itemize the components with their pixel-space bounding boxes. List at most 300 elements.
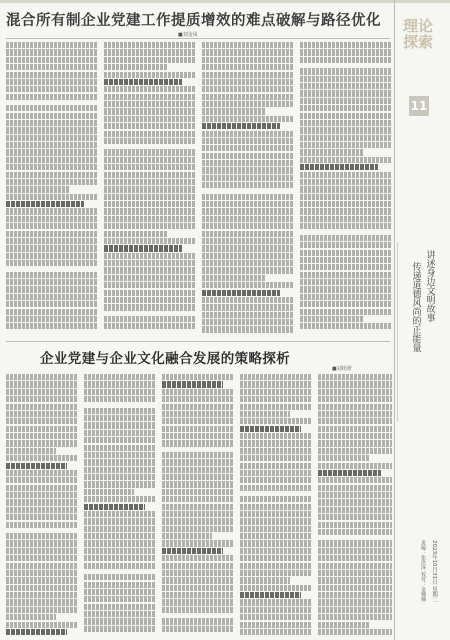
text-line (300, 98, 392, 104)
article1-column-3 (202, 42, 294, 338)
text-line (300, 149, 364, 155)
text-line (300, 76, 392, 82)
text-line (202, 160, 294, 166)
text-line (6, 570, 78, 576)
text-line (202, 304, 294, 310)
text-line (162, 504, 234, 510)
text-line (84, 415, 156, 421)
text-line (202, 275, 266, 281)
text-line (104, 201, 196, 207)
text-line (240, 463, 312, 469)
text-line (104, 238, 196, 244)
text-line (162, 411, 234, 417)
text-line (162, 433, 234, 439)
text-line (104, 253, 196, 259)
text-line (6, 79, 98, 85)
text-line (300, 113, 392, 119)
text-line (162, 599, 234, 605)
text-line (6, 529, 78, 532)
text-line (162, 626, 234, 632)
text-line (6, 286, 98, 292)
text-line (318, 585, 392, 591)
text-line (84, 374, 156, 380)
text-line (240, 411, 290, 417)
text-line (318, 477, 392, 483)
text-line (300, 142, 392, 148)
text-line (240, 404, 312, 410)
text-line (6, 179, 98, 185)
text-line (300, 186, 392, 192)
text-line (300, 242, 392, 248)
text-line (162, 618, 234, 624)
text-line (84, 404, 156, 407)
text-line (6, 323, 98, 329)
text-line (6, 94, 98, 100)
text-line (162, 418, 234, 424)
text-line (318, 548, 392, 554)
text-line (202, 123, 280, 129)
text-line (202, 101, 294, 107)
text-line (300, 208, 392, 214)
text-line (202, 49, 294, 55)
text-line (6, 396, 78, 402)
article2-column-1 (6, 374, 78, 636)
text-line (318, 433, 392, 439)
text-line (6, 577, 78, 583)
text-line (240, 374, 312, 380)
text-line (202, 182, 294, 188)
text-line (300, 264, 392, 270)
text-line (162, 614, 234, 617)
text-line (6, 592, 78, 598)
article1-top-rule (6, 38, 390, 39)
text-line (240, 511, 312, 517)
text-line (104, 131, 196, 137)
text-line (84, 430, 156, 436)
text-line (300, 105, 392, 111)
section-label: 理论探索 (402, 17, 433, 51)
text-line (300, 272, 392, 278)
text-line (104, 282, 196, 288)
text-line (84, 511, 156, 517)
text-line (84, 381, 156, 387)
text-line (6, 194, 98, 200)
text-line (300, 68, 392, 74)
text-line (104, 164, 196, 170)
article2-title: 企业党建与企业文化融合发展的策略探析 (40, 351, 291, 367)
article1-column-4 (300, 42, 392, 338)
text-line (202, 201, 294, 207)
text-line (240, 533, 312, 539)
text-line (84, 474, 156, 480)
text-line (6, 555, 78, 561)
text-line (84, 589, 156, 595)
text-line (6, 208, 98, 214)
text-line (6, 301, 98, 307)
text-line (84, 626, 156, 632)
text-line (300, 223, 392, 229)
text-line (6, 448, 56, 454)
text-line (318, 485, 392, 491)
text-line (202, 64, 294, 70)
text-line (6, 238, 98, 244)
text-line (6, 499, 78, 505)
text-line (162, 555, 234, 561)
text-line (162, 448, 234, 451)
text-line (202, 94, 294, 100)
text-line (300, 316, 364, 322)
text-line (318, 455, 370, 461)
text-line (6, 614, 56, 620)
text-line (162, 607, 234, 613)
text-line (162, 496, 234, 502)
text-line (84, 596, 156, 602)
text-line (300, 250, 392, 256)
text-line (84, 526, 156, 532)
text-line (6, 142, 98, 148)
article2-column-5 (318, 374, 392, 636)
text-line (202, 42, 294, 48)
text-line (104, 312, 196, 315)
text-line (318, 499, 392, 505)
text-line (202, 175, 294, 181)
text-line (6, 172, 98, 178)
text-line (318, 404, 392, 410)
text-line (6, 260, 98, 266)
text-line (104, 116, 196, 122)
text-line (162, 563, 234, 569)
text-line (162, 570, 234, 576)
text-line (104, 186, 196, 192)
text-line (318, 555, 392, 561)
text-line (318, 389, 392, 395)
text-line (104, 275, 196, 281)
text-line (6, 492, 78, 498)
text-line (240, 485, 312, 491)
text-line (300, 83, 392, 89)
text-line (318, 463, 392, 469)
text-line (162, 426, 234, 432)
text-line (84, 574, 156, 580)
text-line (162, 459, 234, 465)
text-line (202, 326, 294, 332)
text-line (104, 64, 168, 70)
text-line (202, 194, 294, 200)
text-line (104, 304, 196, 310)
text-line (104, 245, 182, 251)
text-line (6, 540, 78, 546)
text-line (104, 101, 196, 107)
text-line (240, 496, 312, 502)
text-line (6, 418, 78, 424)
text-line (6, 245, 98, 251)
text-line (318, 381, 392, 387)
text-line (240, 599, 312, 605)
text-line (240, 477, 312, 483)
text-line (318, 440, 392, 446)
text-line (104, 145, 196, 148)
text-line (104, 57, 196, 63)
text-line (6, 231, 98, 237)
text-line (6, 279, 98, 285)
text-line (202, 190, 294, 193)
text-line (104, 86, 196, 92)
text-line (6, 149, 98, 155)
text-line (300, 179, 392, 185)
text-line (240, 492, 312, 495)
text-line (6, 101, 98, 104)
text-line (162, 452, 234, 458)
sidebar-divider (394, 0, 395, 640)
text-line (104, 179, 196, 185)
text-line (6, 113, 98, 119)
text-line (300, 57, 392, 63)
text-line (318, 418, 392, 424)
text-line (240, 555, 312, 561)
text-line (104, 290, 196, 296)
text-line (318, 570, 392, 576)
text-line (104, 231, 168, 237)
text-line (202, 131, 294, 137)
text-line (6, 64, 98, 70)
text-line (162, 540, 234, 546)
text-line (6, 216, 98, 222)
text-line (6, 374, 78, 380)
text-line (6, 599, 78, 605)
text-line (162, 440, 234, 446)
article1-byline: ■刘金凤 (178, 32, 198, 38)
text-line (202, 208, 294, 214)
text-line (300, 301, 392, 307)
text-line (240, 433, 312, 439)
text-line (202, 253, 294, 259)
text-line (84, 582, 156, 588)
text-line (202, 138, 294, 144)
text-line (202, 72, 294, 78)
text-line (318, 426, 392, 432)
article2-column-3 (162, 374, 234, 636)
text-line (202, 145, 294, 151)
text-line (84, 540, 156, 546)
text-line (162, 533, 212, 539)
text-line (162, 374, 234, 380)
text-line (84, 452, 156, 458)
text-line (104, 49, 196, 55)
text-line (104, 194, 196, 200)
text-line (318, 492, 392, 498)
text-line (240, 381, 312, 387)
text-line (202, 223, 294, 229)
text-line (300, 323, 392, 329)
text-line (6, 533, 78, 539)
text-line (162, 518, 234, 524)
text-line (6, 389, 78, 395)
text-line (318, 374, 392, 380)
text-line (104, 42, 196, 48)
text-line (318, 563, 392, 569)
text-line (6, 272, 98, 278)
text-line (240, 629, 312, 635)
text-line (240, 585, 312, 591)
text-line (300, 235, 392, 241)
text-line (6, 563, 78, 569)
text-line (162, 585, 234, 591)
text-line (300, 120, 392, 126)
text-line (6, 411, 78, 417)
text-line (6, 72, 98, 78)
text-line (202, 57, 294, 63)
text-line (104, 123, 196, 129)
text-line (84, 389, 156, 395)
text-line (240, 570, 312, 576)
text-line (300, 201, 392, 207)
text-line (84, 396, 156, 402)
text-line (300, 286, 392, 292)
text-line (84, 548, 156, 554)
article2-byline: ■刘艳妍 (332, 366, 352, 372)
text-line (240, 548, 312, 554)
text-line (240, 470, 312, 476)
text-line (6, 463, 67, 469)
text-line (6, 440, 78, 446)
text-line (6, 485, 78, 491)
text-line (6, 316, 98, 322)
text-line (300, 257, 392, 263)
text-line (300, 231, 392, 234)
text-line (162, 396, 234, 402)
text-line (6, 585, 78, 591)
slogan-line-2: 传递道德风尚的正能量 (410, 262, 421, 352)
text-line (318, 470, 381, 476)
text-line (300, 172, 392, 178)
text-line (84, 489, 134, 495)
text-line (318, 522, 392, 528)
text-line (6, 157, 98, 163)
text-line (104, 72, 196, 78)
text-line (162, 511, 234, 517)
text-line (6, 164, 98, 170)
article1-column-1 (6, 42, 98, 338)
text-line (202, 267, 294, 273)
text-line (84, 481, 156, 487)
text-line (318, 577, 392, 583)
text-line (202, 231, 294, 237)
text-line (202, 153, 294, 159)
text-line (240, 418, 312, 424)
text-line (84, 459, 156, 465)
text-line (104, 157, 196, 163)
text-line (240, 389, 312, 395)
text-line (104, 138, 196, 144)
text-line (202, 319, 294, 325)
article2-column-4 (240, 374, 312, 636)
text-line (318, 614, 392, 620)
text-line (300, 194, 392, 200)
text-line (202, 297, 294, 303)
text-line (202, 86, 294, 92)
text-line (300, 216, 392, 222)
article1-title: 混合所有制企业党建工作提质增效的难点破解与路径优化 (6, 12, 381, 29)
text-line (6, 629, 67, 635)
text-line (6, 186, 70, 192)
text-line (300, 309, 392, 315)
article1-column-2 (104, 42, 196, 338)
text-line (104, 216, 196, 222)
text-line (318, 629, 392, 635)
text-line (104, 172, 196, 178)
text-line (6, 294, 98, 300)
text-line (6, 42, 98, 48)
text-line (300, 90, 392, 96)
text-line (240, 592, 301, 598)
text-line (6, 49, 98, 55)
text-line (318, 599, 392, 605)
text-line (318, 540, 392, 546)
text-line (240, 563, 312, 569)
text-line (6, 105, 98, 111)
text-line (84, 570, 156, 573)
text-line (6, 57, 98, 63)
text-line (240, 426, 301, 432)
text-line (84, 533, 156, 539)
text-line (6, 127, 98, 133)
text-line (84, 445, 156, 451)
text-line (240, 504, 312, 510)
issue-date: 2023年10月31日 星期二 (431, 540, 437, 603)
text-line (6, 404, 78, 410)
text-line (202, 116, 294, 122)
text-line (84, 611, 156, 617)
text-line (202, 167, 294, 173)
text-line (84, 467, 156, 473)
text-line (202, 260, 294, 266)
text-line (318, 411, 392, 417)
text-line (240, 440, 312, 446)
text-line (104, 323, 196, 329)
article2-column-2 (84, 374, 156, 636)
text-line (6, 455, 78, 461)
text-line (84, 518, 156, 524)
text-line (6, 253, 98, 259)
text-line (6, 86, 98, 92)
text-line (104, 223, 196, 229)
text-line (162, 548, 223, 554)
text-line (202, 312, 294, 318)
text-line (240, 396, 312, 402)
text-line (6, 470, 78, 476)
text-line (202, 245, 294, 251)
text-line (6, 201, 84, 207)
text-line (104, 297, 196, 303)
text-line (84, 555, 156, 561)
text-line (84, 408, 156, 414)
text-line (104, 260, 196, 266)
text-line (318, 607, 392, 613)
text-line (6, 548, 78, 554)
text-line (240, 622, 312, 628)
text-line (84, 504, 145, 510)
text-line (84, 422, 156, 428)
text-line (162, 474, 234, 480)
text-line (300, 157, 392, 163)
text-line (202, 290, 280, 296)
text-line (202, 216, 294, 222)
text-line (202, 108, 266, 114)
text-line (6, 433, 78, 439)
text-line (84, 604, 156, 610)
text-line (240, 577, 290, 583)
text-line (202, 79, 294, 85)
